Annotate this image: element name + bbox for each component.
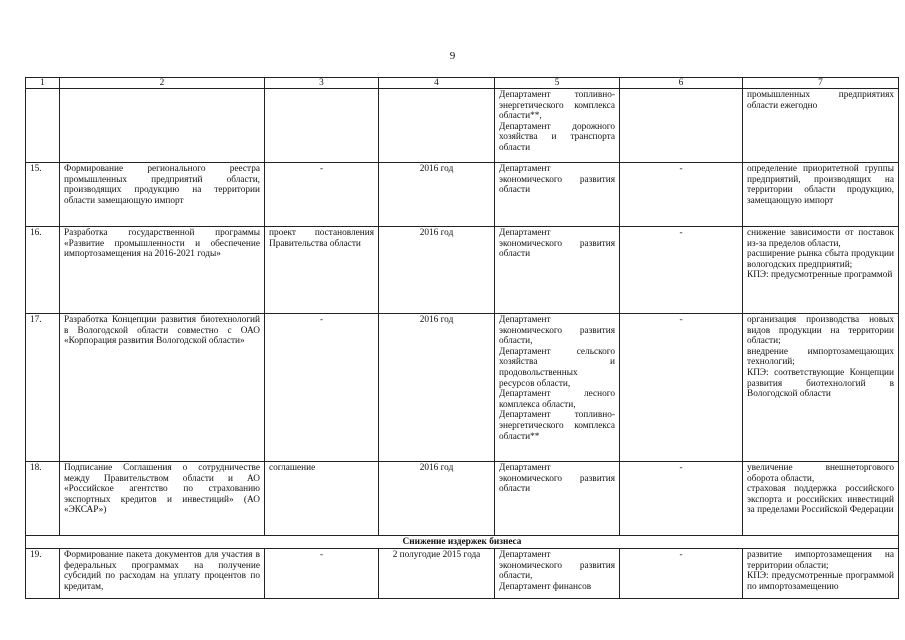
result-line: расширение рынка сбыта продукции вологодских предприятий;: [747, 249, 894, 270]
table-row: [26, 314, 899, 462]
term-cell: 2016 год: [379, 462, 495, 536]
executors-cell: [495, 549, 620, 599]
executor-line: Департамент экономического развития области,: [499, 550, 615, 582]
result-line: КПЭ: соответствующие Концепции развития биотехнологий в Вологодской области: [747, 367, 894, 400]
funding-cell: -: [620, 227, 743, 314]
funding-cell: -: [620, 314, 743, 462]
executors-cell: [495, 314, 620, 462]
row-number: 17.: [26, 314, 60, 462]
document-cell: -: [265, 163, 379, 227]
section-title: Снижение издержек бизнеса: [26, 536, 899, 549]
executor-line: Департамент дорожного хозяйства и транспорта области: [499, 121, 615, 153]
executors-cell: [495, 462, 620, 536]
result-line: определение приоритетной группы предприятий, производящих на территории области продукцию, замещающую импорт: [747, 164, 894, 206]
executor-line: Департамент лесного комплекса области,: [499, 389, 615, 410]
document-cell: -: [265, 314, 379, 462]
result-cell: [743, 462, 899, 536]
col-header-5: 5: [495, 78, 620, 89]
executor-line: Департамент экономического развития области: [499, 164, 615, 196]
term-cell: 2016 год: [379, 227, 495, 314]
result-line: развитие импортозамещения на территории области;: [747, 550, 894, 571]
activity-cell: Разработка Концепции развития биотехнологий в Вологодской области совместно с ОАО «Корпорация развития Вологодской области»: [60, 314, 265, 462]
executor-line: Департамент топливно-энергетического комплекса области**: [499, 410, 615, 442]
term-cell: [379, 89, 495, 163]
executors-cell: [495, 227, 620, 314]
column-number-header: [26, 78, 899, 89]
executors-cell: [495, 163, 620, 227]
col-header-1: 1: [26, 78, 60, 89]
activity-cell: Формирование регионального реестра промышленных предприятий области, производящих продукцию на территории области замещающую импорт: [60, 163, 265, 227]
activity-cell: Разработка государственной программы «Развитие промышленности и обеспечение импортозамещения на 2016-2021 годы»: [60, 227, 265, 314]
funding-cell: -: [620, 462, 743, 536]
row-number: 16.: [26, 227, 60, 314]
table-row: [26, 89, 899, 163]
activity-cell: [60, 89, 265, 163]
activity-cell: Формирование пакета документов для участия в федеральных программах на получение субсидий по расходам на уплату процентов по кредитам,: [60, 549, 265, 599]
result-line: внедрение импортозамещающих технологий;: [747, 346, 894, 368]
funding-cell: -: [620, 549, 743, 599]
result-line: снижение зависимости от поставок из-за пределов области,: [747, 228, 894, 249]
col-header-2: 2: [60, 78, 265, 89]
section-header-row: [26, 536, 899, 549]
executor-line: Департамент топливно-энергетического комплекса области**,: [499, 90, 615, 122]
funding-cell: [620, 89, 743, 163]
document-cell: -: [265, 549, 379, 599]
activity-cell: Подписание Соглашения о сотрудничестве между Правительством области и АО «Российское агентство по страхованию экспортных кредитов и инвестиций» (АО «ЭКСАР»): [60, 462, 265, 536]
col-header-6: 6: [620, 78, 743, 89]
page-number: 9: [449, 50, 456, 62]
result-line: увеличение внешнеторгового оборота области,: [747, 463, 894, 484]
result-line: КПЭ: предусмотренные программой по импортозамещению: [747, 571, 894, 592]
action-plan-table: [25, 77, 899, 599]
table-row: [26, 227, 899, 314]
result-cell: [743, 227, 899, 314]
executor-line: Департамент экономического развития области: [499, 463, 615, 495]
table-row: [26, 163, 899, 227]
term-cell: 2 полугодие 2015 года: [379, 549, 495, 599]
result-line: страховая поддержка российского экспорта и российских инвестиций за пределами Российской Федерации: [747, 484, 894, 516]
col-header-4: 4: [379, 78, 495, 89]
result-cell: [743, 549, 899, 599]
table-row: [26, 462, 899, 536]
row-number: 15.: [26, 163, 60, 227]
result-cell: [743, 89, 899, 163]
document-cell: проект постановления Правительства области: [265, 227, 379, 314]
result-cell: [743, 163, 899, 227]
executor-line: Департамент финансов: [499, 581, 592, 592]
row-number: 18.: [26, 462, 60, 536]
result-cell: [743, 314, 899, 462]
result-line: промышленных предприятиях области ежегодно: [747, 90, 894, 111]
term-cell: 2016 год: [379, 314, 495, 462]
row-number: [26, 89, 60, 163]
col-header-7: 7: [743, 78, 899, 89]
table-row: [26, 549, 899, 599]
executors-cell: [495, 89, 620, 163]
executor-line: Департамент экономического развития области: [499, 228, 615, 260]
executor-line: Департамент сельского хозяйства и продовольственных ресурсов области,: [499, 346, 615, 389]
result-line: организация производства новых видов продукции на территории области;: [747, 315, 894, 347]
term-cell: 2016 год: [379, 163, 495, 227]
col-header-3: 3: [265, 78, 379, 89]
funding-cell: -: [620, 163, 743, 227]
executor-line: Департамент экономического развития области,: [499, 315, 615, 347]
document-cell: соглашение: [265, 462, 379, 536]
row-number: 19.: [26, 549, 60, 599]
result-line: КПЭ: предусмотренные программой: [747, 270, 893, 281]
document-cell: [265, 89, 379, 163]
